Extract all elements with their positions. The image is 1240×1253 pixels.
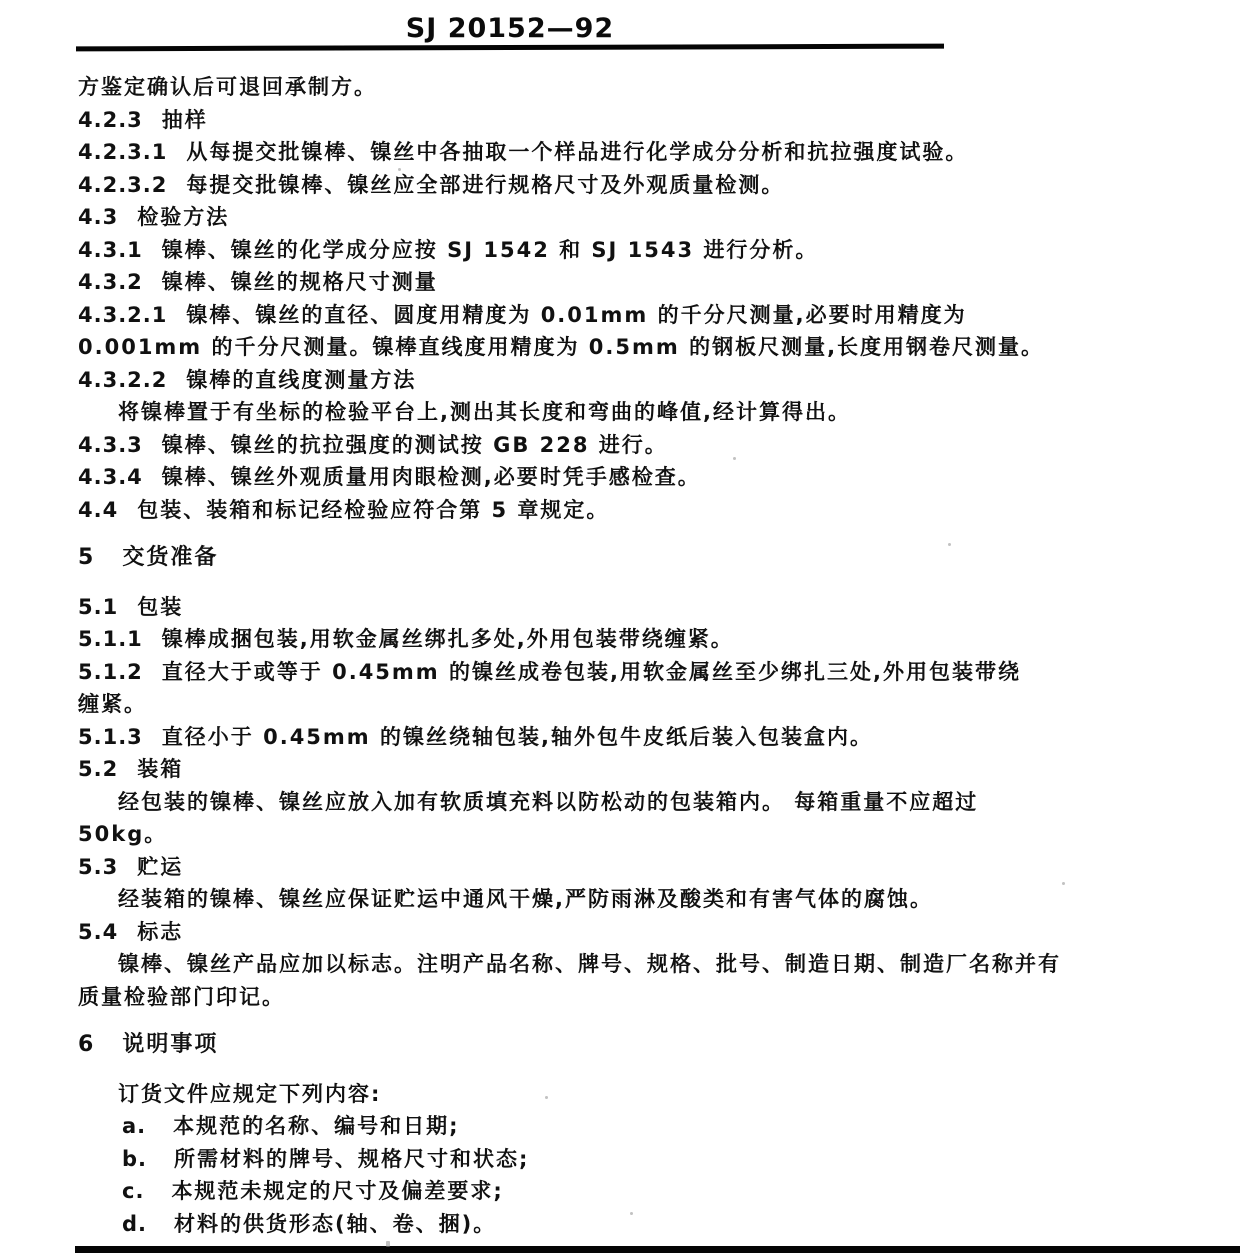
- clause-number: 4.3.3: [78, 432, 143, 457]
- scan-speck: [1062, 882, 1065, 885]
- line-text: 本规范未规定的尺寸及偏差要求;: [171, 1179, 504, 1203]
- section-heading: [78, 542, 1218, 575]
- line-text: 检验方法: [137, 205, 230, 229]
- list-item: [78, 1175, 1218, 1208]
- paragraph-line: [78, 883, 1218, 916]
- line-text: 抽样: [161, 107, 208, 132]
- continuation-line: [78, 71, 1218, 104]
- line-text: 50kg。: [78, 822, 168, 846]
- clause-number: 4.3.2.2: [78, 367, 168, 392]
- clause-number: 5.1.1: [78, 627, 143, 651]
- line-text: 材料的供货形态(轴、卷、捆)。: [174, 1211, 497, 1236]
- line-text: 每提交批镍棒、镍丝应全部进行规格尺寸及外观质量检测。: [186, 172, 785, 197]
- line-text: 本规范的名称、编号和日期;: [173, 1114, 460, 1138]
- list-letter: c.: [122, 1179, 145, 1203]
- continuation-line: [78, 688, 1218, 721]
- line-text: 直径小于 0.45mm 的镍丝绕轴包装,轴外包牛皮纸后装入包装盒内。: [161, 724, 873, 749]
- scan-speck: [630, 1212, 633, 1215]
- paragraph-line: [78, 786, 1218, 819]
- clause-line: [78, 851, 1218, 884]
- clause-number: 6: [78, 1032, 95, 1057]
- clause-number: 5.1: [78, 594, 119, 619]
- clause-line: [78, 104, 1218, 137]
- line-text: 质量检验部门印记。: [78, 984, 285, 1009]
- line-text: 包装: [137, 594, 184, 619]
- line-text: 直径大于或等于 0.45mm 的镍丝成卷包装,用软金属丝至少绑扎三处,外用包装带绕: [161, 659, 1021, 684]
- section-heading: [78, 1029, 1218, 1062]
- line-text: 经装箱的镍棒、镍丝应保证贮运中通风干燥,严防雨淋及酸类和有害气体的腐蚀。: [118, 887, 933, 911]
- line-text: 交货准备: [122, 545, 219, 570]
- line-text: 缠紧。: [78, 692, 147, 716]
- line-text: 标志: [137, 919, 184, 944]
- scan-speck: [545, 1096, 548, 1099]
- clause-line: [78, 169, 1218, 202]
- paragraph-line: [78, 948, 1218, 981]
- clause-number: 4.3.1: [78, 237, 143, 262]
- line-text: 订货文件应规定下列内容:: [118, 1081, 382, 1106]
- clause-number: 4.4: [78, 497, 119, 522]
- clause-number: 5: [78, 545, 95, 570]
- scan-speck: [733, 457, 736, 460]
- line-text: 镍棒、镍丝外观质量用肉眼检测,必要时凭手感检查。: [161, 465, 701, 489]
- line-text: 说明事项: [122, 1032, 219, 1057]
- clause-line: [78, 136, 1218, 169]
- clause-number: 4.2.3.1: [78, 140, 168, 164]
- clause-number: 5.2: [78, 757, 119, 781]
- line-text: 装箱: [137, 757, 184, 781]
- clause-line: [78, 721, 1218, 754]
- clause-line: [78, 461, 1218, 494]
- line-text: 所需材料的牌号、规格尺寸和状态;: [174, 1146, 530, 1171]
- scan-speck: [386, 1241, 390, 1247]
- clause-number: 4.3: [78, 205, 119, 229]
- clause-line: [78, 299, 1218, 332]
- clause-number: 4.3.2: [78, 270, 143, 294]
- clause-line: [78, 753, 1218, 786]
- clause-line: [78, 234, 1218, 267]
- line-text: 镍棒、镍丝的抗拉强度的测试按 GB 228 进行。: [161, 432, 668, 457]
- line-text: 从每提交批镍棒、镍丝中各抽取一个样品进行化学成分分析和抗拉强度试验。: [186, 140, 969, 164]
- clause-line: [78, 623, 1218, 656]
- continuation-line: [78, 331, 1218, 364]
- standard-code-header: SJ 20152—92: [405, 13, 615, 44]
- line-text: 包装、装箱和标记经检验应符合第 5 章规定。: [137, 497, 610, 522]
- line-text: 贮运: [137, 854, 184, 879]
- clause-number: 5.4: [78, 919, 119, 944]
- clause-line: [78, 591, 1218, 624]
- clause-line: [78, 916, 1218, 949]
- list-item: [78, 1208, 1218, 1241]
- clause-line: [78, 266, 1218, 299]
- line-text: 镍棒成捆包装,用软金属丝绑扎多处,外用包装带绕缠紧。: [161, 627, 734, 651]
- line-text: 镍棒、镍丝的规格尺寸测量: [161, 270, 438, 294]
- clause-number: 4.2.3.2: [78, 172, 168, 197]
- clause-number: 5.1.3: [78, 724, 143, 749]
- clause-number: 4.3.2.1: [78, 302, 168, 327]
- clause-number: 5.3: [78, 854, 119, 879]
- continuation-line: [78, 818, 1218, 851]
- document-body: [78, 71, 1218, 1240]
- clause-line: [78, 429, 1218, 462]
- scan-speck: [948, 543, 951, 546]
- paragraph-line: [78, 396, 1218, 429]
- header-rule: [76, 44, 944, 52]
- continuation-line: [78, 981, 1218, 1014]
- line-text: 将镍棒置于有坐标的检验平台上,测出其长度和弯曲的峰值,经计算得出。: [118, 400, 851, 424]
- list-letter: d.: [122, 1211, 148, 1236]
- clause-line: [78, 494, 1218, 527]
- clause-line: [78, 656, 1218, 689]
- clause-line: [78, 201, 1218, 234]
- line-text: 镍棒、镍丝的直径、圆度用精度为 0.01mm 的千分尺测量,必要时用精度为: [186, 302, 967, 327]
- clause-line: [78, 364, 1218, 397]
- scan-speck: [398, 168, 401, 171]
- page-bottom-scan-edge: [75, 1246, 1240, 1253]
- clause-number: 4.2.3: [78, 107, 143, 132]
- clause-number: 5.1.2: [78, 659, 143, 684]
- line-text: 方鉴定确认后可退回承制方。: [78, 75, 377, 99]
- list-item: [78, 1143, 1218, 1176]
- line-text: 镍棒、镍丝产品应加以标志。注明产品名称、牌号、规格、批号、制造日期、制造厂名称并有: [118, 952, 1061, 976]
- line-text: 镍棒的直线度测量方法: [186, 367, 417, 392]
- list-letter: b.: [122, 1146, 148, 1171]
- line-text: 镍棒、镍丝的化学成分应按 SJ 1542 和 SJ 1543 进行分析。: [161, 237, 819, 262]
- line-text: 0.001mm 的千分尺测量。镍棒直线度用精度为 0.5mm 的钢板尺测量,长度用钢卷尺测量。: [78, 335, 1045, 359]
- list-item: [78, 1110, 1218, 1143]
- paragraph-line: [78, 1078, 1218, 1111]
- line-text: 经包装的镍棒、镍丝应放入加有软质填充料以防松动的包装箱内。 每箱重量不应超过: [118, 789, 979, 814]
- clause-number: 4.3.4: [78, 465, 143, 489]
- list-letter: a.: [122, 1114, 147, 1138]
